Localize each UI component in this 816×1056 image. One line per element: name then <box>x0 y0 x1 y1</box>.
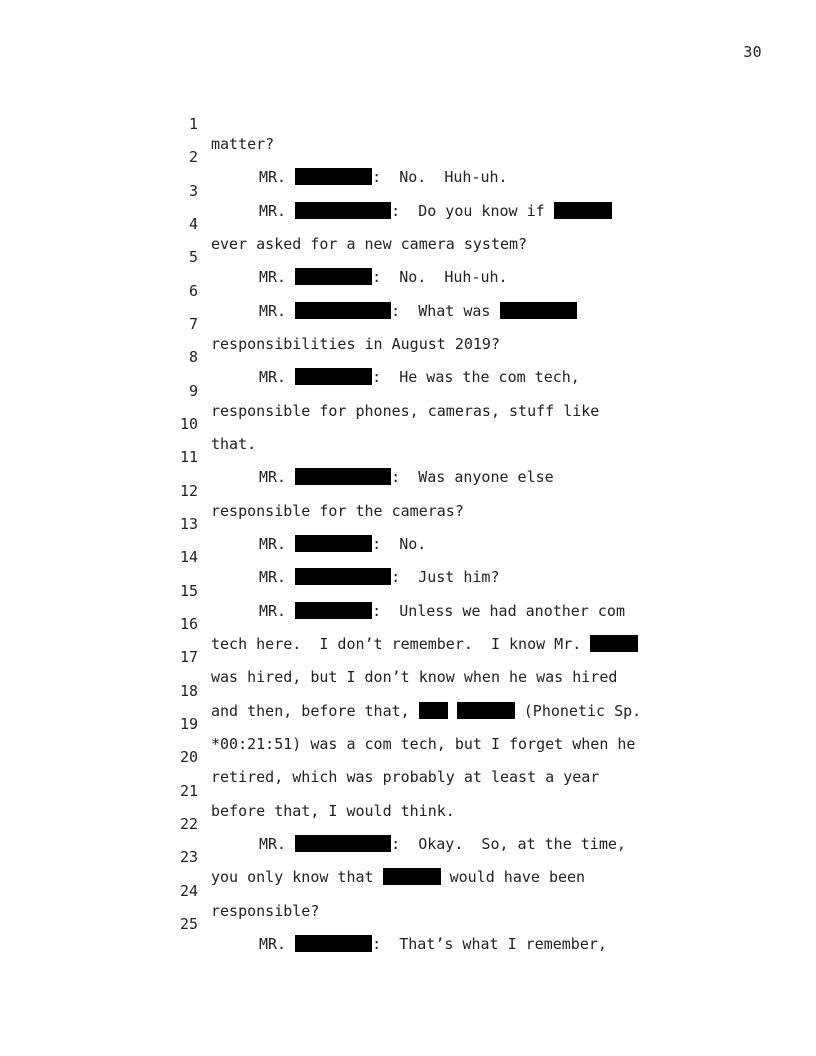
line-text: MR. : Unless we had another com <box>259 602 625 620</box>
redaction-block <box>295 935 372 952</box>
redaction-block <box>383 868 441 885</box>
redaction-block <box>295 202 391 219</box>
redaction-block <box>295 368 372 385</box>
line-text: MR. : What was <box>259 301 577 321</box>
page-number: 30 <box>743 43 762 61</box>
line-number: 13 <box>179 515 198 533</box>
redaction-block <box>500 302 577 319</box>
line-number: 17 <box>179 648 198 666</box>
line-text: was hired, but I don’t know when he was hired <box>211 668 618 686</box>
transcript-line <box>0 861 320 920</box>
line-text: MR. : That’s what I remember, <box>259 935 607 953</box>
line-text: responsibilities in August 2019? <box>211 335 500 353</box>
line-text: responsible for phones, cameras, stuff like <box>211 402 600 420</box>
line-number: 23 <box>179 848 198 866</box>
line-text: ever asked for a new camera system? <box>211 235 528 253</box>
line-text: MR. : No. Huh-uh. <box>259 168 508 186</box>
redaction-block <box>295 168 372 185</box>
line-number: 15 <box>179 582 198 600</box>
line-text: that. <box>211 435 257 453</box>
line-text: responsible? <box>211 902 320 920</box>
redaction-block <box>457 702 515 719</box>
line-text: before that, I would think. <box>211 802 455 820</box>
line-number: 6 <box>188 282 198 300</box>
redaction-block <box>295 468 391 485</box>
redaction-block <box>295 302 391 319</box>
redaction-block <box>419 702 448 719</box>
line-number: 22 <box>179 815 198 833</box>
line-number: 16 <box>179 615 198 633</box>
redaction-block <box>295 568 391 585</box>
line-text: MR. : No. <box>259 535 427 553</box>
line-number: 1 <box>188 115 198 133</box>
line-text: *00:21:51) was a com tech, but I forget when he <box>211 735 636 753</box>
line-number: 7 <box>188 315 198 333</box>
line-number: 10 <box>179 415 198 433</box>
line-number: 9 <box>188 382 198 400</box>
transcript-line <box>0 394 257 453</box>
redaction-block <box>295 602 372 619</box>
line-number: 24 <box>179 882 198 900</box>
line-number: 12 <box>179 482 198 500</box>
line-number: 11 <box>179 448 198 466</box>
line-number: 20 <box>179 748 198 766</box>
line-text: matter? <box>211 135 275 153</box>
redaction-block <box>590 635 638 652</box>
line-text: and then, before that, (Phonetic Sp. <box>211 702 642 720</box>
line-number: 5 <box>188 248 198 266</box>
redaction-block <box>554 202 612 219</box>
transcript-line <box>0 94 275 153</box>
line-number: 14 <box>179 548 198 566</box>
line-number: 18 <box>179 682 198 700</box>
line-text: responsible for the cameras? <box>211 502 464 520</box>
line-text: MR. : No. Huh-uh. <box>259 268 508 286</box>
line-text: MR. : He was the com tech, <box>259 368 580 386</box>
line-number: 21 <box>179 782 198 800</box>
redaction-block <box>295 268 372 285</box>
line-text: MR. : Okay. So, at the time, <box>259 835 626 853</box>
redaction-block <box>295 535 372 552</box>
line-number: 3 <box>188 182 198 200</box>
line-text: MR. : Was anyone else <box>259 468 554 486</box>
redaction-block <box>295 835 391 852</box>
line-text: MR. : Do you know if <box>259 201 612 221</box>
line-number: 4 <box>188 215 198 233</box>
line-number: 25 <box>179 915 198 933</box>
line-text: retired, which was probably at least a year <box>211 768 600 786</box>
line-number: 19 <box>179 715 198 733</box>
line-text: MR. : Just him? <box>259 568 500 586</box>
line-text: you only know that would have been <box>211 868 586 886</box>
line-text: tech here. I don’t remember. I know Mr. <box>211 634 638 654</box>
line-number: 2 <box>188 148 198 166</box>
line-number: 8 <box>188 348 198 366</box>
